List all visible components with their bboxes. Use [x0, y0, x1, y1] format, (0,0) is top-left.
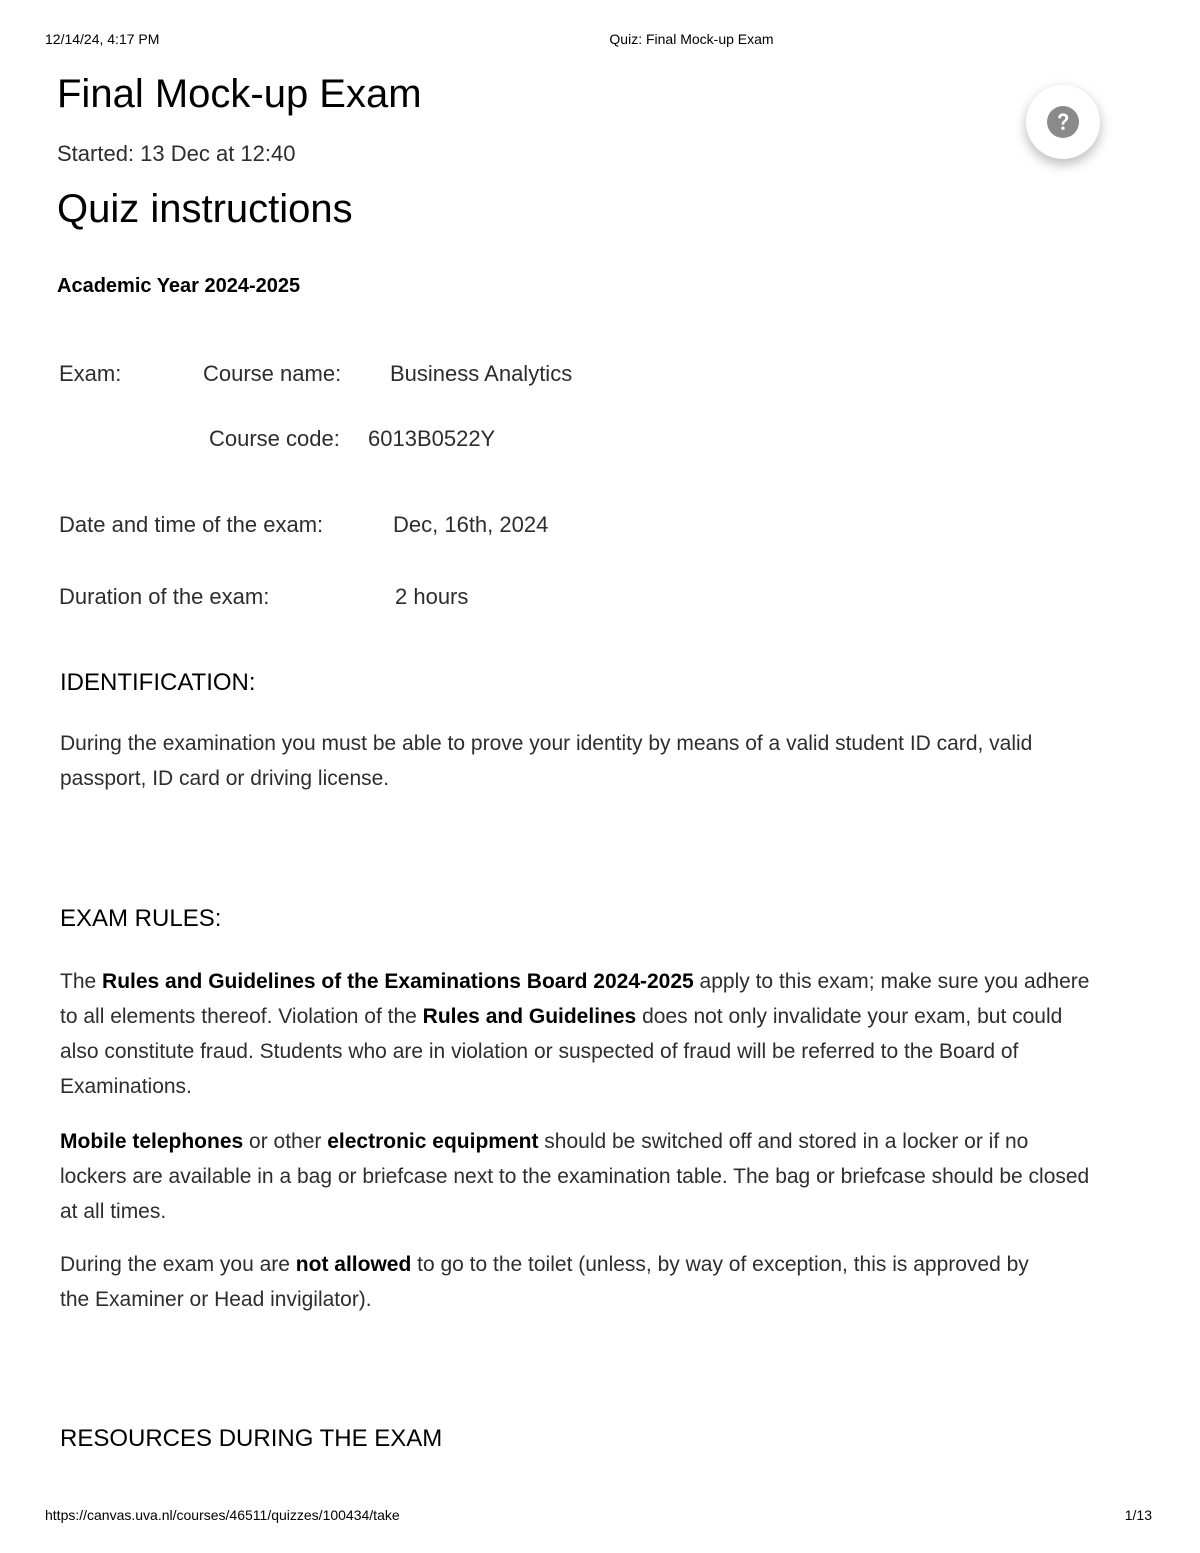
- question-circle-icon: [1046, 105, 1080, 139]
- rules-p2-text: should be switched off and stored in a locker or if no lockers are available in a bag or briefcase next to the examination table. The bag or briefcase should be closed at all times.: [60, 1130, 1090, 1223]
- help-button[interactable]: [1026, 85, 1100, 159]
- rules-paragraph-3: [60, 1247, 1040, 1317]
- exam-date-value: Dec, 16th, 2024: [393, 512, 549, 537]
- rules-p3-text: to go to the toilet (unless, by way of exception, this is approved by the Examiner or Head invigilator).: [60, 1253, 1029, 1311]
- rules-paragraph-1: [60, 964, 1090, 1104]
- page-title: Final Mock-up Exam: [57, 72, 422, 116]
- rules-paragraph-2: [60, 1124, 1100, 1229]
- exam-label: Exam:: [59, 361, 122, 386]
- rules-p2-bold: electronic equipment: [327, 1130, 539, 1153]
- exam-duration-value: 2 hours: [395, 584, 469, 609]
- exam-duration-label: Duration of the exam:: [59, 584, 270, 609]
- rules-p2-text: or other: [243, 1130, 328, 1153]
- exam-rules-heading: EXAM RULES:: [60, 905, 222, 932]
- rules-p3-bold: not allowed: [295, 1253, 412, 1276]
- rules-p2-bold: Mobile telephones: [60, 1130, 244, 1153]
- print-header-title: Quiz: Final Mock-up Exam: [609, 31, 774, 47]
- rules-p1-bold: Rules and Guidelines of the Examinations Board 2024-2025: [102, 970, 694, 993]
- rules-p1-text: does not only invalidate your exam, but could also constitute fraud. Students who are in violation or suspected of fraud will be referred to the Board of Examinations.: [60, 1005, 1063, 1098]
- quiz-instructions-title: Quiz instructions: [57, 187, 353, 231]
- exam-date-label: Date and time of the exam:: [59, 512, 324, 537]
- course-name-value: Business Analytics: [390, 361, 573, 386]
- rules-p1-bold: Rules and Guidelines: [422, 1005, 637, 1028]
- rules-p1-text: apply to this exam; make sure you adhere to all elements thereof. Violation of the: [60, 970, 1090, 1028]
- resources-heading: RESOURCES DURING THE EXAM: [60, 1425, 443, 1452]
- course-code-value: 6013B0522Y: [368, 426, 496, 451]
- print-header-datetime: 12/14/24, 4:17 PM: [45, 31, 160, 47]
- print-footer-page: 1/13: [1124, 1507, 1152, 1523]
- course-code-label: Course code:: [209, 426, 340, 451]
- identification-heading: IDENTIFICATION:: [60, 669, 256, 696]
- print-footer-url: https://canvas.uva.nl/courses/46511/quizzes/100434/take: [45, 1507, 400, 1523]
- started-timestamp: Started: 13 Dec at 12:40: [57, 141, 296, 166]
- rules-p3-text: During the exam you are: [60, 1253, 296, 1276]
- rules-p1-text: The: [60, 970, 103, 993]
- course-name-label: Course name:: [203, 361, 342, 386]
- identification-text: During the examination you must be able to prove your identity by means of a valid student ID card, valid passport, ID card or driving license.: [60, 732, 1033, 790]
- academic-year: Academic Year 2024-2025: [57, 275, 301, 297]
